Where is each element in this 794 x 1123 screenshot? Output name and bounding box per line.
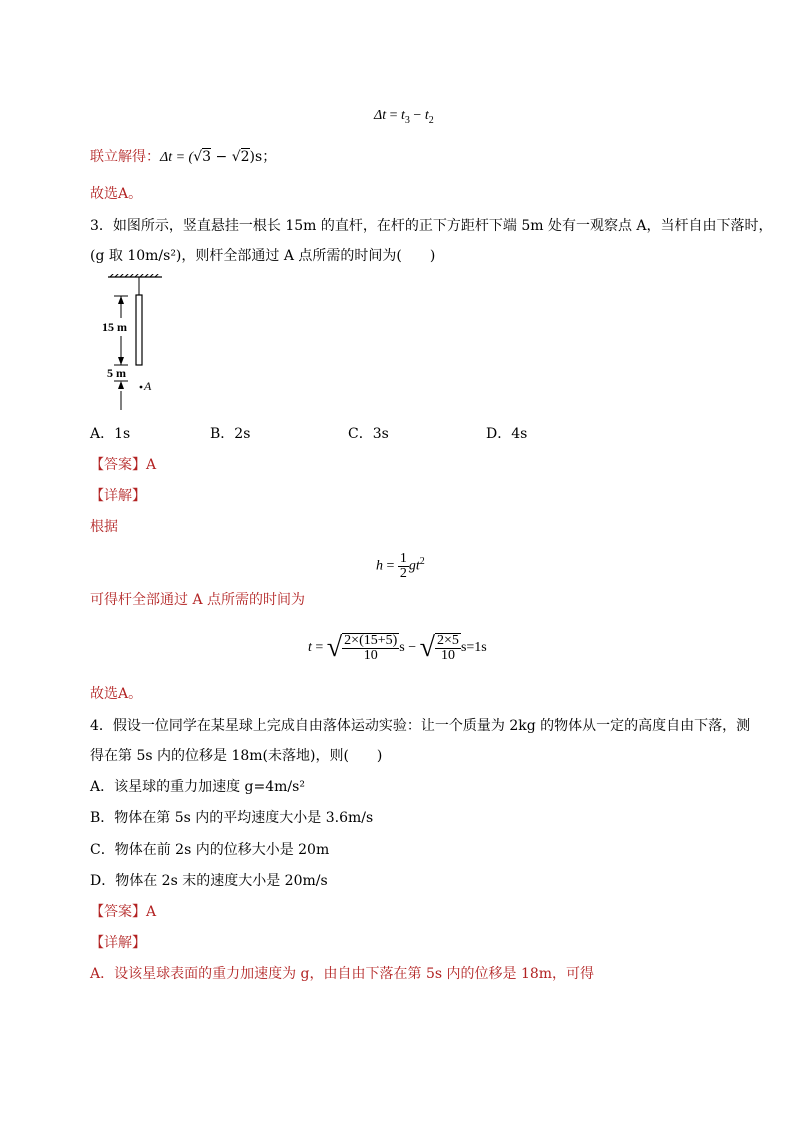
sqrt-sign-1: √ bbox=[326, 632, 343, 663]
combined-label: 联立解得： bbox=[90, 149, 160, 165]
q4-option-b: B．物体在第 5s 内的平均速度大小是 3.6m/s bbox=[90, 810, 374, 826]
q3-option-d: D．4s bbox=[486, 426, 528, 442]
formula2-num2: 2×5 bbox=[437, 633, 459, 648]
formula-t3: t bbox=[401, 108, 405, 123]
combined-pre: Δt = ( bbox=[160, 150, 194, 165]
sqrt-sign-2: √ bbox=[419, 632, 436, 663]
rod-diagram bbox=[100, 274, 170, 414]
formula2-fraction1 bbox=[342, 633, 399, 663]
sqrt-2: √2 bbox=[231, 149, 250, 165]
formula2-den2: 10 bbox=[440, 648, 455, 663]
formula2-num1: 2×(15+5) bbox=[344, 633, 398, 648]
formula2-minus: − bbox=[404, 640, 420, 656]
formula-minus: − bbox=[409, 108, 425, 123]
q2-conclusion: 故选A。 bbox=[90, 186, 143, 202]
point-a-label: A bbox=[144, 379, 152, 393]
q4-option-a: A．该星球的重力加速度 g=4m/s² bbox=[90, 779, 305, 795]
sqrt-3-radicand: 3 bbox=[202, 149, 212, 165]
q3-line2: (g 取 10m/s²)，则杆全部通过 A 点所需的时间为( ) bbox=[90, 248, 436, 264]
combined-minus: − bbox=[211, 149, 232, 165]
formula1-num: 1 bbox=[399, 550, 407, 566]
q3-option-b: B．2s bbox=[210, 426, 251, 442]
formula-time bbox=[308, 624, 487, 672]
formula2-fraction2 bbox=[435, 633, 461, 663]
formula1-lhs: h bbox=[376, 558, 383, 574]
formula-sub-2: 2 bbox=[428, 114, 434, 126]
combined-post: )s； bbox=[249, 149, 277, 165]
q4-analysis: A．设该星球表面的重力加速度为 g，由自由下落在第 5s 内的位移是 18m，可得 bbox=[90, 966, 595, 982]
formula1-eq: = bbox=[383, 558, 398, 574]
rod-figure bbox=[100, 274, 170, 414]
formula2-den1: 10 bbox=[363, 648, 378, 663]
sqrt-3: √3 bbox=[193, 149, 212, 165]
sqrt-2-radicand: 2 bbox=[240, 149, 250, 165]
formula-free-fall bbox=[376, 545, 425, 584]
formula2-unit1: s bbox=[399, 640, 405, 656]
formula1-exp: 2 bbox=[419, 556, 425, 567]
formula-equals: = bbox=[386, 108, 402, 123]
q4-detail: 【详解】 bbox=[90, 935, 146, 951]
top-formula bbox=[374, 107, 434, 130]
q3-option-c: C．3s bbox=[348, 426, 389, 442]
formula2-eq: = bbox=[311, 640, 327, 656]
formula2-unit2: s=1s bbox=[460, 640, 487, 656]
formula1-fraction bbox=[398, 552, 409, 581]
q4-line1: 4．假设一位同学在某星球上完成自由落体运动实验：让一个质量为 2kg 的物体从一定的高度自由下落，测 bbox=[90, 718, 751, 734]
q3-option-a: A．1s bbox=[90, 426, 131, 442]
formula-lhs: Δt bbox=[374, 108, 387, 123]
q3-basis: 根据 bbox=[90, 519, 118, 535]
q4-option-c: C．物体在前 2s 内的位移大小是 20m bbox=[90, 842, 330, 858]
q4-line2: 得在第 5s 内的位移是 18m(未落地)，则( ) bbox=[90, 748, 383, 764]
q3-line1: 3．如图所示，竖直悬挂一根长 15m 的直杆，在杆的正下方距杆下端 5m 处有一观察点 A，当杆自由下落时， bbox=[90, 218, 773, 234]
label-5m: 5 m bbox=[107, 366, 126, 380]
formula2-lhs: t bbox=[308, 640, 312, 656]
q4-option-d: D．物体在 2s 末的速度大小是 20m/s bbox=[90, 873, 328, 889]
q3-conclusion: 故选A。 bbox=[90, 686, 143, 702]
label-15m: 15 m bbox=[102, 320, 127, 334]
q4-answer: 【答案】A bbox=[90, 904, 157, 920]
q3-detail: 【详解】 bbox=[90, 488, 146, 504]
formula1-rhs: gt bbox=[408, 558, 420, 574]
q3-answer: 【答案】A bbox=[90, 457, 157, 473]
q3-result-text: 可得杆全部通过 A 点所需的时间为 bbox=[90, 592, 306, 608]
formula-sub-3: 3 bbox=[404, 114, 410, 126]
formula-t2: t bbox=[424, 108, 429, 123]
q2-combined-line bbox=[90, 148, 276, 167]
formula1-den: 2 bbox=[399, 565, 407, 581]
